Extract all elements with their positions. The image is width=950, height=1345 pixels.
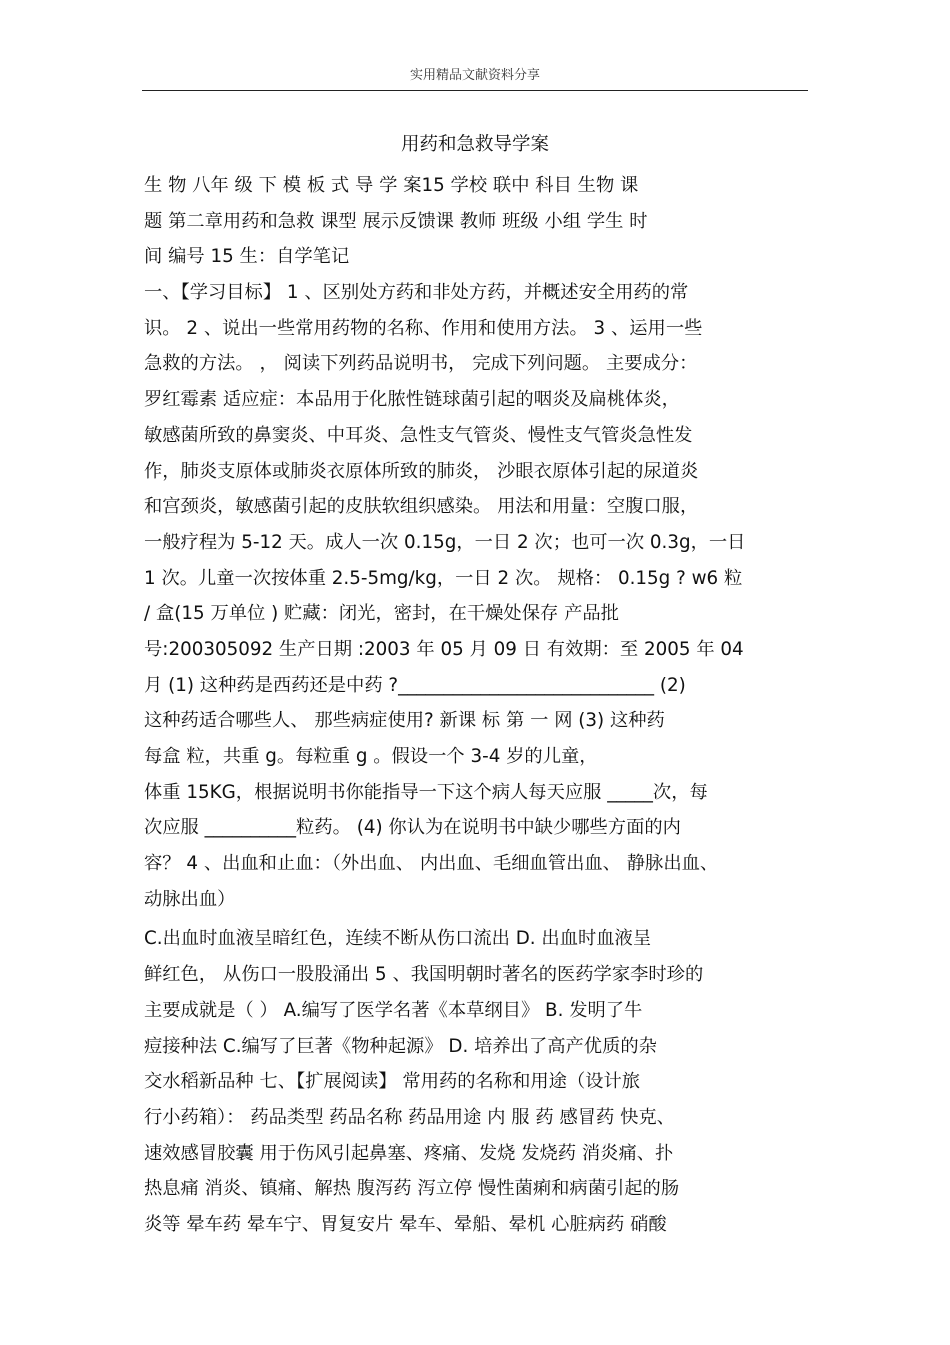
text-line: 急救的方法。 ， 阅读下列药品说明书， 完成下列问题。 主要成分： — [144, 353, 698, 375]
text-line: 生 物 八年 级 下 模 板 式 导 学 案15 学校 联中 科目 生物 课 — [144, 175, 639, 196]
document-body — [144, 168, 810, 1243]
text-line: 敏感菌所致的鼻窦炎、中耳炎、急性支气管炎、慢性支气管炎急性发 — [144, 424, 693, 446]
text-line: 容？ 4 、出血和止血：（外出血、 内出血、毛细血管出血、 静脉出血、 — [144, 853, 719, 875]
text-line: 体重 15KG，根据说明书你能指导一下这个病人每天应服 _____次，每 — [144, 781, 708, 803]
text-line: 行小药箱）： 药品类型 药品名称 药品用途 内 服 药 感冒药 快克、 — [144, 1106, 675, 1128]
text-line: 速效感冒胶囊 用于伤风引起鼻塞、疼痛、发烧 发烧药 消炎痛、扑 — [144, 1142, 674, 1164]
text-line: 题 第二章用药和急救 课型 展示反馈课 教师 班级 小组 学生 时 — [144, 210, 648, 232]
text-line: 鲜红色， 从伤口一股股涌出 5 、我国明朝时著名的医药学家李时珍的 — [144, 964, 704, 986]
text-line: 动脉出血） — [144, 888, 236, 910]
text-line: 炎等 晕车药 晕车宁、胃复安片 晕车、晕船、晕机 心脏病药 硝酸 — [144, 1213, 667, 1235]
text-line: 每盒 粒，共重 g。每粒重 g 。假设一个 3-4 岁的儿童， — [144, 746, 598, 767]
text-line: / 盒(15 万单位 ) 贮藏：闭光，密封，在干燥处保存 产品批 — [144, 603, 619, 625]
text-line: 一、【学习目标】 1 、区别处方药和非处方药，并概述安全用药的常 — [144, 282, 689, 304]
text-line: C.出血时血液呈暗红色，连续不断从伤口流出 D. 出血时血液呈 — [144, 928, 652, 950]
text-line: 一般疗程为 5-12 天。成人一次 0.15g，一日 2 次；也可一次 0.3g，一日 — [144, 531, 746, 553]
text-line: 作，肺炎支原体或肺炎衣原体所致的肺炎， 沙眼衣原体引起的尿道炎 — [144, 460, 699, 482]
text-line: 次应服 __________粒药。 (4) 你认为在说明书中缺少哪些方面的内 — [144, 817, 681, 839]
text-line: 号:200305092 生产日期 :2003 年 05 月 09 日 有效期：至 2005 年 04 — [144, 638, 744, 660]
page-header: 实用精品文献资料分享 — [409, 68, 540, 83]
text-line: 识。 2 、说出一些常用药物的名称、作用和使用方法。 3 、运用一些 — [144, 317, 703, 339]
text-line: 月 (1) 这种药是西药还是中药 ?____________________________ (2) — [144, 674, 686, 696]
text-line: 主要成就是（ ） A.编写了医学名著《本草纲目》 B. 发明了牛 — [144, 999, 643, 1021]
header-divider — [142, 90, 808, 91]
text-line: 交水稻新品种 七、【扩展阅读】 常用药的名称和用途（设计旅 — [144, 1071, 641, 1093]
text-line: 间 编号 15 生：自学笔记 — [144, 246, 350, 268]
text-line: 这种药适合哪些人、 那些病症使用? 新课 标 第 一 网 (3) 这种药 — [144, 710, 665, 732]
text-line: 和宫颈炎，敏感菌引起的皮肤软组织感染。 用法和用量：空腹口服， — [144, 496, 699, 518]
text-line: 痘接种法 C.编写了巨著《物种起源》 D. 培养出了高产优质的杂 — [144, 1035, 657, 1057]
text-line: 罗红霉素 适应症：本品用于化脓性链球菌引起的咽炎及扁桃体炎， — [144, 389, 680, 411]
text-line: 1 次。儿童一次按体重 2.5-5mg/kg，一日 2 次。 规格： 0.15g ? w6 粒 — [144, 567, 743, 589]
text-line: 热息痛 消炎、镇痛、解热 腹泻药 泻立停 慢性菌痢和病菌引起的肠 — [144, 1178, 680, 1200]
document-title: 用药和急救导学案 — [400, 134, 549, 155]
